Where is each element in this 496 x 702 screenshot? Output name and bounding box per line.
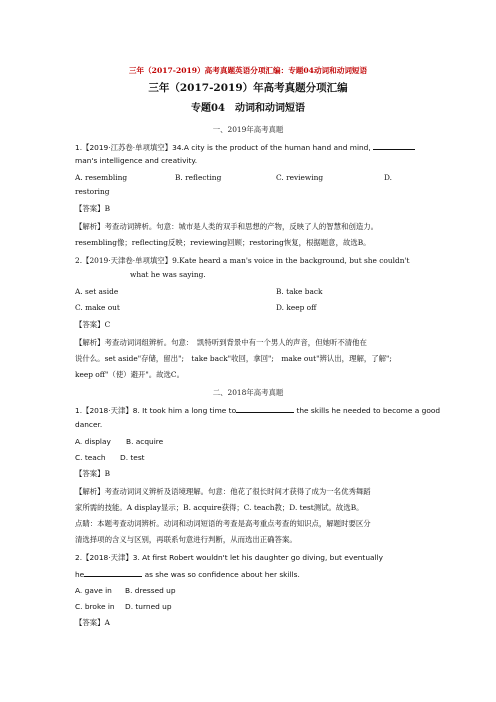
section-heading-2018: 二、2018年高考真题 <box>212 388 284 397</box>
question-2-continued: what he was saying. <box>130 270 206 279</box>
explanation: resembling像；reflecting反映；reviewing回顾；restoring恢复，根据题意，故选B。 <box>75 238 371 247</box>
option-c: C. make out <box>75 303 120 312</box>
question-3-text: 1.【2018·天津】8. It took him a long time to <box>75 406 237 415</box>
explanation: 【解析】考查动词词义辨析及语境理解。句意：他花了很长时间才获得了成为一名优秀舞蹈 <box>75 487 371 496</box>
option-a: A. set aside <box>75 287 119 296</box>
question-1 <box>75 142 415 153</box>
question-3-continued: dancer. <box>75 420 103 429</box>
option-c: C. teach <box>75 453 106 462</box>
answer: 【答案】B <box>75 469 110 478</box>
option-d: D. <box>384 173 393 182</box>
option-d: D. keep off <box>276 303 317 312</box>
option-d-continued: restoring <box>75 187 110 196</box>
question-3-text-after: the skills he needed to become a good <box>294 406 441 415</box>
explanation: keep off"（使）避开"。故选C。 <box>75 370 184 379</box>
answer-blank <box>84 569 142 577</box>
answer: 【答案】C <box>75 320 111 329</box>
question-4-text-after: as she was so confidence about her skills. <box>142 570 300 579</box>
explanation-note: 点睛：本题考查动词辨析。动词和动词短语的考查是高考重点考查的知识点，解题时要区分 <box>75 519 371 528</box>
explanation-note: 清选择项的含义与区别，再联系句意进行判断，从而选出正确答案。 <box>75 535 297 544</box>
option-b: B. reflecting <box>175 173 222 182</box>
document-header: 三年（2017-2019）高考真题英语分项汇编：专题04动词和动词短语 <box>128 66 368 75</box>
answer: 【答案】B <box>75 204 110 213</box>
question-4-text: he <box>75 570 85 579</box>
question-1-continued: man's intelligence and creativity. <box>75 156 198 165</box>
question-3 <box>75 405 440 416</box>
question-1-text: 1.【2019·江苏卷·单项填空】34.A city is the product of the human hand and mind, <box>75 143 374 152</box>
option-b: B. dressed up <box>125 586 176 595</box>
explanation: 【解析】考查动词辨析。句意：城市是人类的双手和思想的产物，反映了人的智慧和创造力。 <box>75 222 379 231</box>
option-b: B. take back <box>276 287 323 296</box>
option-a: A. resembling <box>75 173 128 182</box>
option-a: A. display <box>75 437 111 446</box>
explanation: 说什么。set aside"存储，留出"; take back"收回，拿回"; make out"辨认出，理解，了解"; <box>75 354 392 363</box>
main-title: 三年（2017-2019）年高考真题分项汇编 <box>148 82 348 94</box>
section-heading-2019: 一、2019年高考真题 <box>212 125 284 134</box>
option-c: C. reviewing <box>276 173 324 182</box>
answer-blank <box>236 405 294 413</box>
option-b: B. acquire <box>126 437 164 446</box>
question-4: 2.【2018·天津】3. At first Robert wouldn't let his daughter go diving, but eventually <box>75 553 384 562</box>
answer: 【答案】A <box>75 618 110 627</box>
option-d: D. turned up <box>125 602 172 611</box>
explanation: 【解析】考查动词词组辨析。句意： 凯特听到背景中有一个男人的声音，但她听不清他在 <box>75 338 367 347</box>
explanation: 家所需的技能。A display显示；B. acquire获得；C. teach教；D. test测试。故选B。 <box>75 503 364 512</box>
question-4-continued <box>75 569 300 580</box>
sub-title: 专题04 动词和动词短语 <box>191 103 305 114</box>
option-c: C. broke in <box>75 602 115 611</box>
answer-blank <box>373 142 415 150</box>
option-a: A. gave in <box>75 586 112 595</box>
option-d: D. test <box>120 453 145 462</box>
question-2: 2.【2019·天津卷·单项填空】9.Kate heard a man's voice in the background, but she couldn't <box>75 256 410 265</box>
